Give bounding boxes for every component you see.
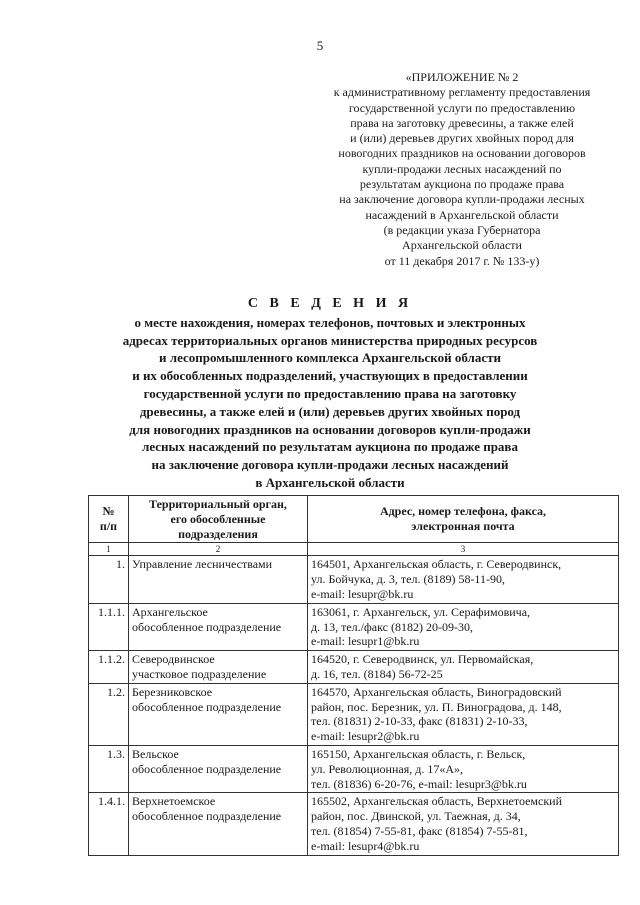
row-number: 1.4.1.	[89, 793, 129, 855]
address-line: e-mail: lesupr2@bk.ru	[311, 729, 420, 744]
row-organization	[129, 556, 308, 603]
row-organization	[129, 683, 308, 745]
row-number: 1.2.	[89, 683, 129, 745]
appendix-line: насаждений в Архангельской области	[365, 207, 559, 222]
header-line: электронная почта	[411, 519, 515, 534]
column-number-row	[89, 543, 619, 556]
table-row	[89, 745, 619, 792]
row-address	[308, 745, 619, 792]
row-number: 1.1.1.	[89, 603, 129, 650]
row-address	[308, 683, 619, 745]
address-line: тел. (81836) 6-20-76, e-mail: lesupr3@bk.ru	[311, 776, 527, 791]
address-line: e-mail: lesupr4@bk.ru	[311, 838, 420, 853]
address-line: район, пос. Березник, ул. П. Виноградова, д. 148,	[311, 699, 562, 714]
address-line: ул. Революционная, д. 17«А»,	[311, 761, 463, 776]
heading-line: и их обособленных подразделений, участвующих в предоставлении	[132, 368, 528, 384]
organization-line: Архангельское	[132, 604, 208, 619]
organization-line: Северодвинское	[132, 652, 215, 667]
row-address	[308, 556, 619, 603]
appendix-line: Архангельской области	[402, 238, 522, 253]
header-line: №	[102, 504, 115, 519]
offices-table	[88, 495, 619, 856]
row-organization	[129, 745, 308, 792]
address-line: 164520, г. Северодвинск, ул. Первомайская,	[311, 652, 534, 667]
table-row	[89, 556, 619, 603]
organization-line: Березниковское	[132, 684, 213, 699]
appendix-line: новогодних праздников на основании договоров	[338, 146, 586, 161]
address-line: 163061, г. Архангельск, ул. Серафимовича,	[311, 604, 531, 619]
address-line: тел. (81831) 2-10-33, факс (81831) 2-10-33,	[311, 714, 528, 729]
organization-line: участковое подразделение	[132, 666, 267, 681]
header-line: Адрес, номер телефона, факса,	[379, 504, 547, 519]
page-number: 5	[316, 38, 324, 53]
appendix-line: «ПРИЛОЖЕНИЕ № 2	[405, 70, 519, 84]
appendix-line: купли-продажи лесных насаждений по	[362, 161, 562, 176]
appendix-line: права на заготовку древесины, а также елей	[350, 115, 574, 130]
organization-line: обособленное подразделение	[132, 761, 282, 776]
column-number: 2	[129, 543, 308, 556]
heading-line: государственной услуги по предоставлению права на заготовку	[143, 385, 517, 401]
heading-line: на заключение договора купли-продажи лесных насаждений	[151, 457, 509, 473]
address-line: 164570, Архангельская область, Виноградовский	[311, 684, 562, 699]
appendix-line: и (или) деревьев других хвойных пород для	[350, 131, 574, 146]
address-line: район, пос. Двинской, ул. Таежная, д. 34,	[311, 809, 521, 824]
organization-line: обособленное подразделение	[132, 699, 282, 714]
appendix-line: результатам аукциона по продаже права	[359, 177, 565, 192]
organization-line: обособленное подразделение	[132, 619, 282, 634]
heading-line: адресах территориальных органов министерства природных ресурсов	[122, 332, 538, 348]
row-address	[308, 793, 619, 855]
heading-line: и лесопромышленного комплекса Архангельской области	[159, 350, 501, 366]
table-row	[89, 603, 619, 650]
row-number: 1.1.2.	[89, 651, 129, 684]
appendix-line: (в редакции указа Губернатора	[383, 222, 541, 237]
address-line: д. 13, тел./факс (8182) 20-09-30,	[311, 619, 473, 634]
table-body	[89, 556, 619, 855]
organization-line: Верхнетоемское	[132, 794, 216, 809]
address-line: 164501, Архангельская область, г. Северодвинск,	[311, 557, 562, 572]
header-line: подразделения	[178, 526, 258, 541]
organization-line: Управление лесничествами	[132, 557, 273, 572]
organization-line: Вельское	[132, 746, 179, 761]
appendix-block	[312, 70, 612, 269]
heading-line: для новогодних праздников на основании договоров купли-продажи	[129, 421, 531, 437]
column-number: 1	[89, 543, 129, 556]
row-organization	[129, 651, 308, 684]
header-org	[129, 496, 308, 543]
header-line: Территориальный орган,	[149, 497, 287, 511]
heading-title: С В Е Д Е Н И Я	[247, 296, 413, 311]
header-line: п/п	[99, 519, 118, 534]
address-line: ул. Бойчука, д. 3, тел. (8189) 58-11-90,	[311, 572, 505, 587]
row-number: 1.3.	[89, 745, 129, 792]
appendix-line: от 11 декабря 2017 г. № 133-у)	[384, 253, 540, 268]
header-num	[89, 496, 129, 543]
table-row	[89, 683, 619, 745]
address-line: 165502, Архангельская область, Верхнетоемский	[311, 794, 563, 809]
heading-line: лесных насаждений по результатам аукциона по продаже права	[142, 439, 518, 455]
document-heading	[60, 295, 600, 492]
appendix-line: к административному регламенту предоставления	[333, 85, 591, 100]
address-line: тел. (81854) 7-55-81, факс (81854) 7-55-81,	[311, 823, 528, 838]
heading-lines	[60, 314, 600, 492]
address-line: e-mail: lesupr@bk.ru	[311, 586, 414, 601]
heading-line: древесины, а также елей и (или) деревьев других хвойных пород	[139, 403, 521, 419]
heading-line: в Архангельской области	[255, 474, 405, 490]
appendix-line: на заключение договора купли-продажи лесных	[339, 192, 585, 207]
row-organization	[129, 603, 308, 650]
header-address	[308, 496, 619, 543]
table-row	[89, 651, 619, 684]
address-line: д. 16, тел. (8184) 56-72-25	[311, 666, 443, 681]
header-line: его обособленные	[170, 511, 266, 526]
organization-line: обособленное подразделение	[132, 809, 282, 824]
row-number: 1.	[89, 556, 129, 603]
address-line: e-mail: lesupr1@bk.ru	[311, 634, 420, 649]
row-organization	[129, 793, 308, 855]
heading-line: о месте нахождения, номерах телефонов, почтовых и электронных	[134, 314, 526, 330]
row-address	[308, 651, 619, 684]
appendix-line: государственной услуги по предоставлению	[348, 100, 576, 115]
address-line: 165150, Архангельская область, г. Вельск,	[311, 746, 526, 761]
row-address	[308, 603, 619, 650]
table-row	[89, 793, 619, 855]
table-header-row	[89, 496, 619, 543]
column-number: 3	[308, 543, 619, 556]
